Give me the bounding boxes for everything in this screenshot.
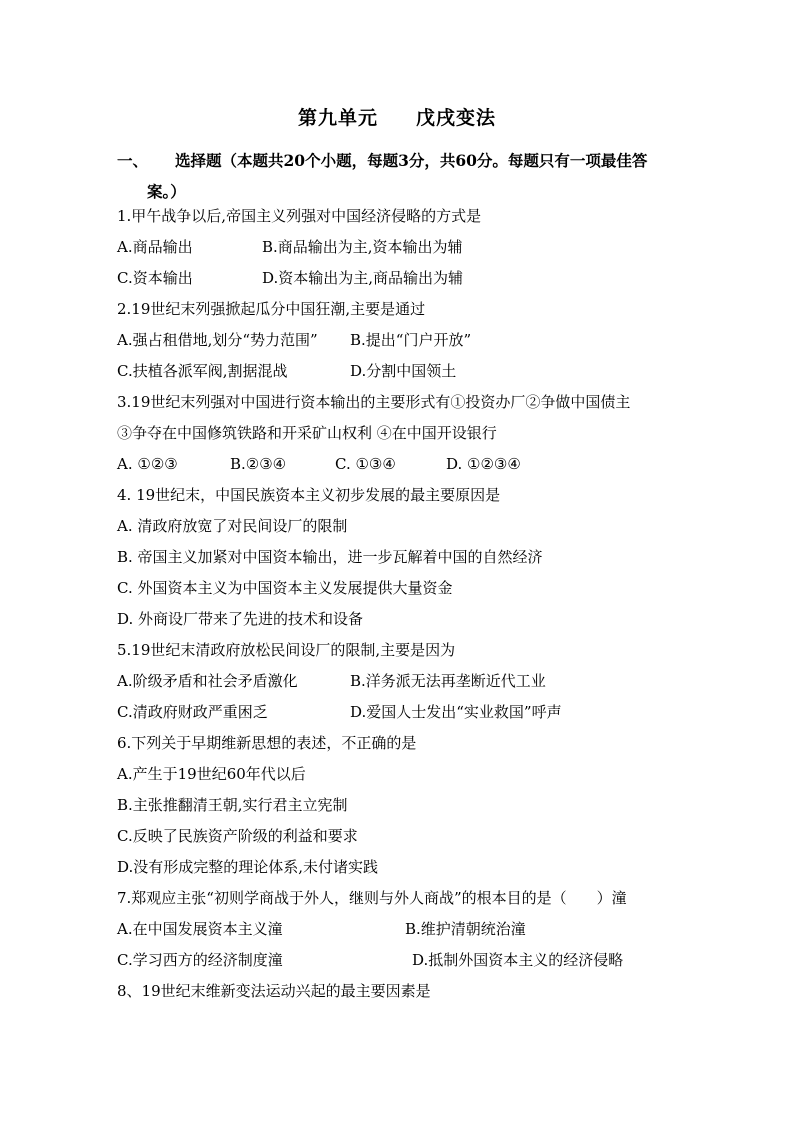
question-4-stem: 4. 19世纪末，中国民族资本主义初步发展的最主要原因是 [117, 486, 501, 504]
question-5-option-d: D.爱国人士发出“实业救国”呼声 [350, 703, 562, 721]
question-7-option-d: D.抵制外国资本主义的经济侵略 [412, 951, 624, 969]
question-7-option-b: B.维护清朝统治潼 [405, 920, 526, 938]
question-6-option-a: A.产生于19世纪60年代以后 [117, 765, 306, 783]
question-3-option-b: B.②③④ [230, 455, 287, 473]
question-8-stem: 8、19世纪末维新变法运动兴起的最主要因素是 [117, 982, 431, 1000]
question-1-option-b: B.商品输出为主,资本输出为辅 [262, 238, 463, 256]
question-6-option-d: D.没有形成完整的理论体系,未付诸实践 [117, 858, 379, 876]
question-6-stem: 6.下列关于早期维新思想的表述，不正确的是 [117, 734, 417, 752]
question-5-stem: 5.19世纪末清政府放松民间设厂的限制,主要是因为 [117, 641, 456, 659]
question-7-stem: 7.郑观应主张“初则学商战于外人，继则与外人商战”的根本目的是（ ）潼 [117, 889, 627, 907]
section-heading [117, 145, 687, 207]
question-4-option-d: D. 外商设厂带来了先进的技术和设备 [117, 610, 364, 628]
page-title: 第九单元 戊戌变法 [297, 107, 497, 129]
question-3-option-d: D. ①②③④ [446, 455, 521, 473]
question-1-stem: 1.甲午战争以后,帝国主义列强对中国经济侵略的方式是 [117, 207, 482, 225]
question-4-option-b: B. 帝国主义加紧对中国资本输出，进一步瓦解着中国的自然经济 [117, 548, 543, 566]
question-2-option-d: D.分割中国领土 [350, 362, 457, 380]
question-2-stem: 2.19世纪末列强掀起瓜分中国狂潮,主要是通过 [117, 300, 426, 318]
question-1-option-c: C.资本输出 [117, 269, 193, 287]
question-7-option-a: A.在中国发展资本主义潼 [117, 920, 283, 938]
question-7-option-c: C.学习西方的经济制度潼 [117, 951, 283, 969]
question-3-stem-line2: ③争夺在中国修筑铁路和开采矿山权利 ④在中国开设银行 [117, 424, 497, 442]
question-3-option-a: A. ①②③ [117, 455, 178, 473]
question-3-option-c: C. ①③④ [335, 455, 396, 473]
question-1-option-d: D.资本输出为主,商品输出为辅 [262, 269, 464, 287]
question-5-option-b: B.洋务派无法再垄断近代工业 [350, 672, 546, 690]
section-instruction-line1: 选择题（本题共20个小题，每题3分，共60分。每题只有一项最佳答 [175, 151, 648, 170]
section-number: 一、 [117, 151, 149, 170]
question-5-option-c: C.清政府财政严重困乏 [117, 703, 268, 721]
question-6-option-b: B.主张推翻清王朝,实行君主立宪制 [117, 796, 348, 814]
question-3-stem-line1: 3.19世纪末列强对中国进行资本输出的主要形式有①投资办厂②争做中国债主 [117, 393, 631, 411]
section-instruction-line2: 案。） [147, 182, 186, 201]
question-4-option-c: C. 外国资本主义为中国资本主义发展提供大量资金 [117, 579, 453, 597]
question-5-option-a: A.阶级矛盾和社会矛盾激化 [117, 672, 298, 690]
question-2-option-b: B.提出“门户开放” [350, 331, 472, 349]
question-4-option-a: A. 清政府放宽了对民间设厂的限制 [117, 517, 348, 535]
question-1-option-a: A.商品输出 [117, 238, 193, 256]
question-2-option-c: C.扶植各派军阀,割据混战 [117, 362, 288, 380]
question-2-option-a: A.强占租借地,划分“势力范围” [117, 331, 318, 349]
question-6-option-c: C.反映了民族资产阶级的利益和要求 [117, 827, 358, 845]
